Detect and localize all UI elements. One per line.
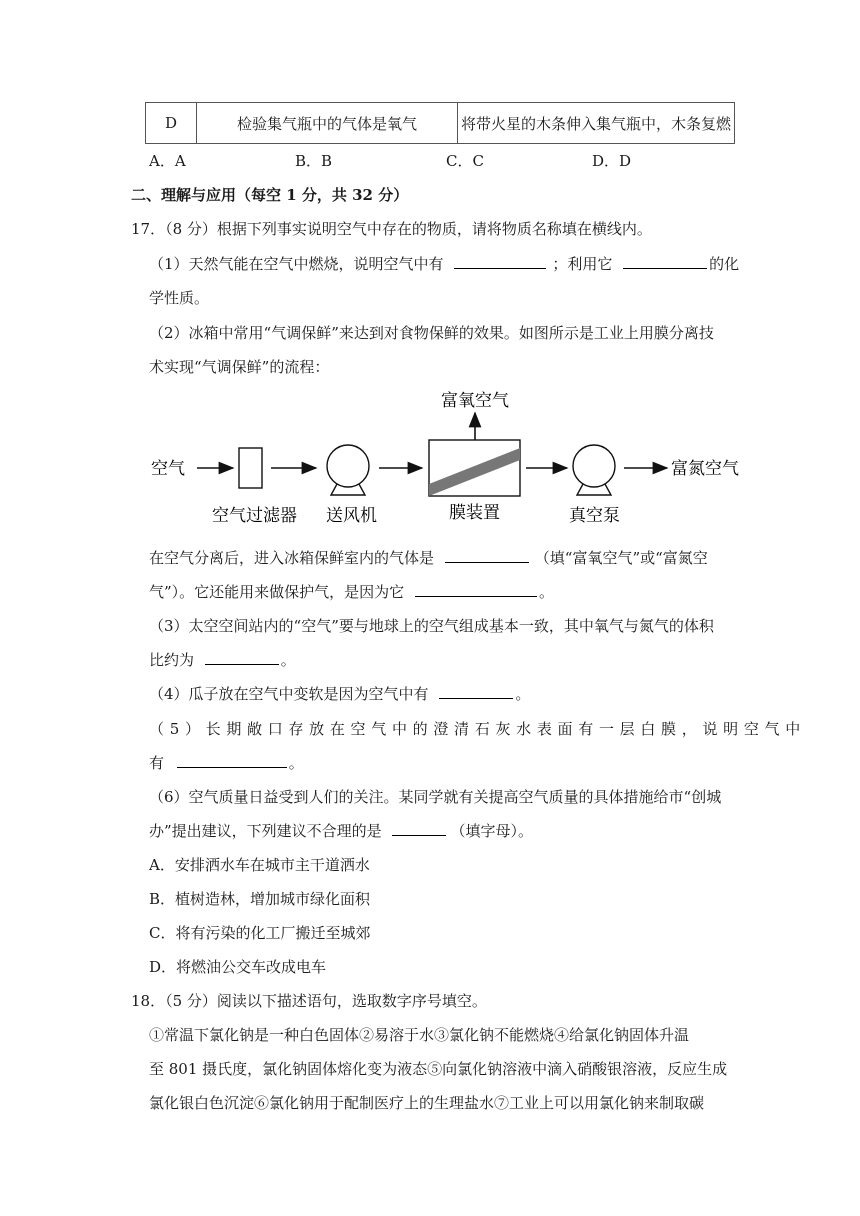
q17-part5-line2 — [149, 752, 304, 773]
membrane-box — [429, 440, 520, 496]
blank-p1-2[interactable] — [623, 254, 707, 269]
q17-part3-line2 — [149, 649, 296, 670]
q17-p3-text-b2: 。 — [280, 651, 296, 669]
q18-line1: ①常温下氯化钠是一种白色固体②易溶于水③氯化钠不能燃烧④给氯化钠固体升温 — [149, 1026, 690, 1044]
q17-p2-text-c1: 在空气分离后，进入冰箱保鲜室内的气体是 — [149, 549, 435, 567]
q17-part2-line3 — [149, 547, 708, 568]
q18-stem: 18．（5 分）阅读以下描述语句，选取数字序号填空。 — [131, 992, 487, 1010]
row-operation: 检验集气瓶中的气体是氧气 — [197, 103, 458, 144]
row-method: 将带火星的木条伸入集气瓶中，木条复燃 — [458, 103, 735, 144]
label-blower: 送风机 — [326, 506, 377, 526]
q17-p1-text-c: 的化 — [709, 255, 740, 273]
answer-table-row-d — [145, 102, 735, 144]
q17-p6-text-b2: （填字母）。 — [450, 822, 533, 840]
blank-p4[interactable] — [439, 684, 513, 699]
label-filter: 空气过滤器 — [212, 506, 297, 526]
q17-p5-text-b1: 有 — [149, 754, 165, 772]
membrane-separation-diagram — [140, 380, 750, 535]
q18-line3: 氯化银白色沉淀⑥氯化钠用于配制医疗上的生理盐水⑦工业上可以用氯化钠来制取碳 — [149, 1094, 705, 1112]
q17-p1-text-d: 学性质。 — [149, 289, 210, 307]
q17-p2-text-d1: 气”）。它还能用来做保护气，是因为它 — [149, 583, 405, 601]
table-row — [146, 103, 735, 144]
q17-p5-text-a: （5）长期敞口存放在空气中的澄清石灰水表面有一层白膜，说明空气中 — [149, 720, 806, 738]
option-a: A．A — [149, 152, 186, 170]
label-vacuum: 真空泵 — [569, 506, 620, 526]
option-d: D．D — [592, 152, 632, 170]
q18-line2: 至 801 摄氏度，氯化钠固体熔化变为液态⑤向氯化钠溶液中滴入硝酸银溶液，反应生成 — [149, 1060, 728, 1078]
q17-choice-d: D．将燃油公交车改成电车 — [149, 958, 327, 976]
q17-p2-text-c2: （填“富氧空气”或“富氮空 — [534, 549, 708, 567]
vacuum-pump-icon — [573, 445, 615, 495]
q17-p4-text-2: 。 — [515, 685, 531, 703]
q17-stem: 17．（8 分）根据下列事实说明空气中存在的物质，请将物质名称填在横线内。 — [131, 220, 652, 238]
label-membrane: 膜装置 — [449, 503, 500, 523]
q17-p3-text-b1: 比约为 — [149, 651, 195, 669]
q17-p6-text-a: （6）空气质量日益受到人们的关注。某同学就有关提高空气质量的具体措施给市“创城 — [149, 788, 722, 806]
label-air: 空气 — [151, 459, 185, 479]
blank-p2-1[interactable] — [445, 548, 529, 563]
q17-p2-text-b: 术实现“气调保鲜”的流程： — [149, 358, 330, 376]
option-c: C．C — [446, 152, 484, 170]
q17-p2-text-d2: 。 — [538, 583, 554, 601]
q17-choice-a: A．安排洒水车在城市主干道洒水 — [149, 856, 370, 874]
blank-p2-2[interactable] — [415, 582, 537, 597]
q17-p4-text-1: （4）瓜子放在空气中变软是因为空气中有 — [149, 685, 429, 703]
q17-p2-text-a: （2）冰箱中常用“气调保鲜”来达到对食物保鲜的效果。如图所示是工业上用膜分离技 — [149, 324, 714, 342]
q17-part1-line1 — [149, 253, 739, 274]
filter-box — [239, 448, 262, 488]
blank-p3[interactable] — [205, 650, 279, 665]
label-oxygen-rich: 富氧空气 — [441, 391, 509, 411]
q17-p1-text-a: （1）天然气能在空气中燃烧，说明空气中有 — [149, 255, 444, 273]
q17-p1-text-b: ；利用它 — [552, 255, 613, 273]
q17-part4 — [149, 683, 530, 704]
blank-p5[interactable] — [177, 753, 287, 768]
section-title: 二、理解与应用（每空 1 分，共 32 分） — [131, 186, 409, 204]
q17-part6-line2 — [149, 820, 533, 841]
q17-choice-b: B．植树造林，增加城市绿化面积 — [149, 890, 371, 908]
q17-p5-text-b2: 。 — [288, 754, 304, 772]
q17-p6-text-b1: 办”提出建议，下列建议不合理的是 — [149, 822, 382, 840]
blank-p1-1[interactable] — [454, 254, 546, 269]
row-letter: D — [146, 103, 197, 144]
label-nitrogen-rich: 富氮空气 — [671, 459, 739, 479]
option-b: B．B — [295, 152, 333, 170]
q17-choice-c: C．将有污染的化工厂搬迁至城郊 — [149, 924, 371, 942]
q17-part2-line4 — [149, 581, 554, 602]
blower-icon — [327, 445, 369, 495]
blank-p6[interactable] — [392, 821, 446, 836]
q17-p3-text-a: （3）太空空间站内的“空气”要与地球上的空气组成基本一致，其中氧气与氮气的体积 — [149, 617, 714, 635]
